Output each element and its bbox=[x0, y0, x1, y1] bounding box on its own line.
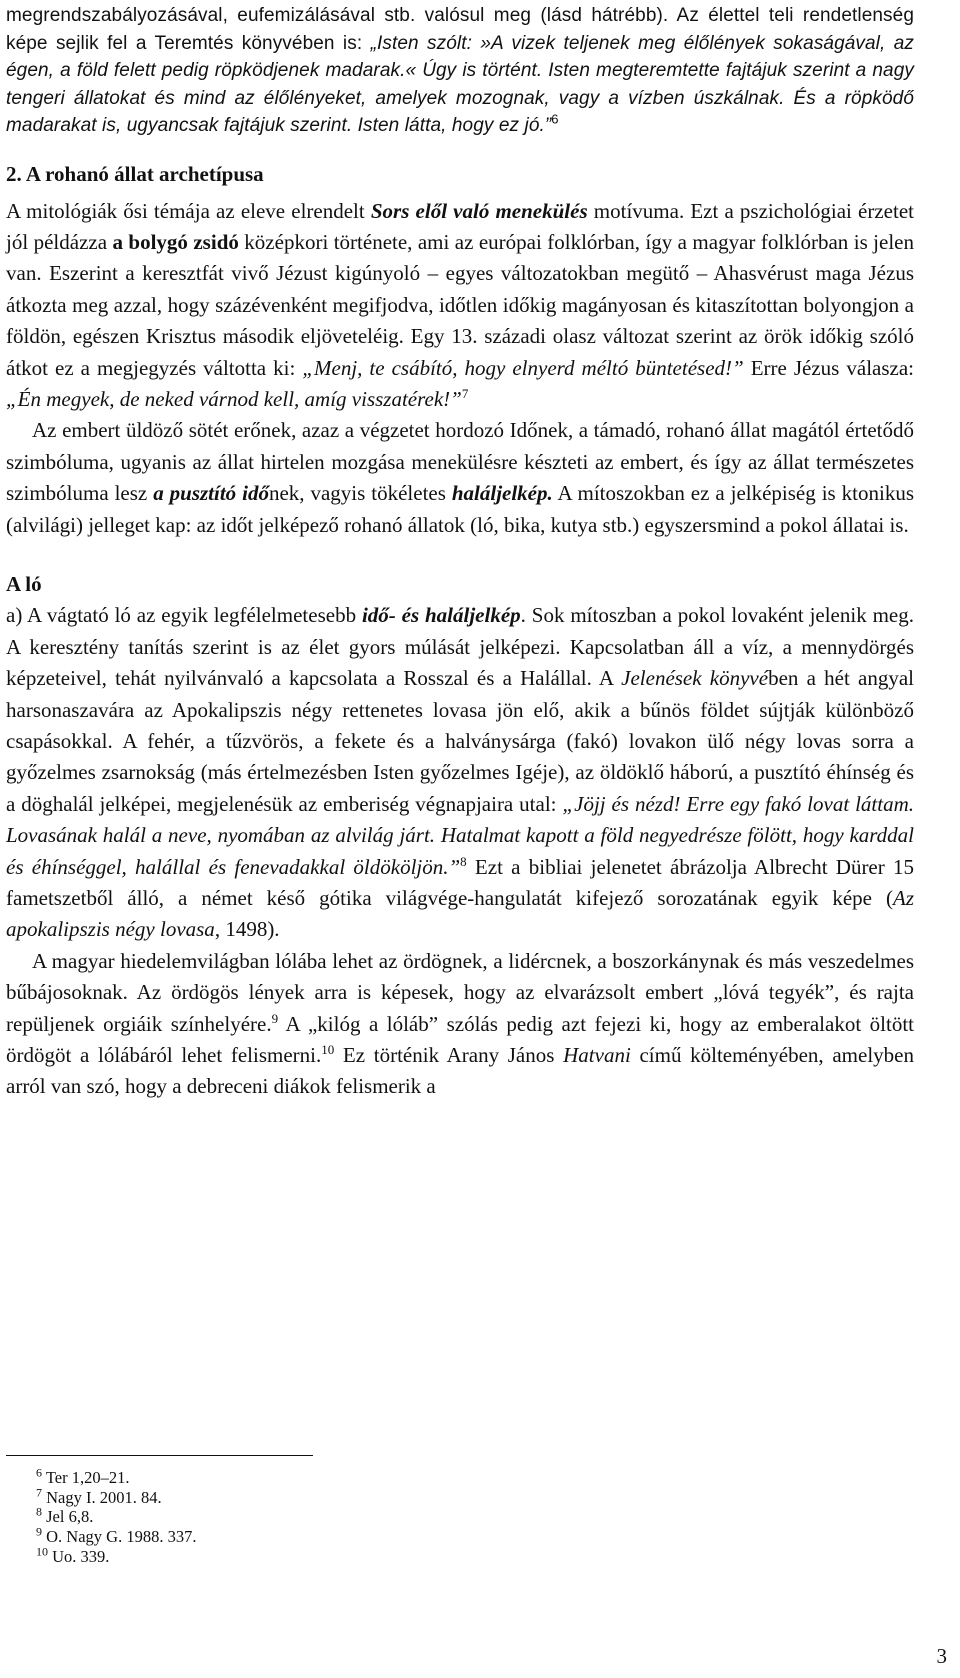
footnote-ref[interactable]: 6 bbox=[551, 111, 559, 127]
genesis-quote: „Isten szólt: »A vizek teljenek meg élőlények sokaságával, az égen, a föld felett pedig röpködjenek madarak.« Úgy is történt. Isten megteremtette fajtájuk szerint a nagy tengeri állatokat és mind az élőlényeket, amelyek mozognak, vagy a vízben úszkálnak. És a röpködő madarakat is, ugyancsak fajtájuk szerint. Isten látta, hogy ez jó.” bbox=[6, 32, 914, 136]
footnote-text: Ter 1,20–21. bbox=[45, 1468, 130, 1487]
text-run: motívuma. Ezt a pszichológiai érzetet jól példázza bbox=[6, 198, 914, 254]
emphasis-fate: Sors elől való menekülés bbox=[370, 198, 588, 223]
text-run: középkori története, ami az európai folklórban, így a magyar folklórban is jelen van. Eszerint a keresztfát vivő Jézust kigúnyoló – egyes változatokban megütő – Ahasvérust maga Jézus átkozta meg azzal, hogy százévenként megifjodva, időtlen időkig magányosan és kitaszítottan bolyongjon a földön, egészen Krisztus második eljöveteléig. Egy 13. századi olasz változat szerint az örök időkig szóló átkot ez a megjegyzés váltotta ki: bbox=[6, 229, 914, 380]
footnote-text: O. Nagy G. 1988. 337. bbox=[46, 1527, 197, 1547]
text-run: című költeményében, amelyben arról van szó, hogy a debreceni diákok felismerik a bbox=[6, 1043, 914, 1099]
subheading-horse: A ló bbox=[6, 571, 42, 596]
paragraph-wandering-jew bbox=[6, 196, 914, 416]
footnote-text: Nagy I. 2001. 84. bbox=[46, 1487, 162, 1507]
text-run: A mítoszokban ez a jelképiség is ktonikus (alvilági) jelleget kap: az időt jelképező rohanó állatok (ló, bika, kutya stb.) egyszersmind a pokol állatai is. bbox=[6, 481, 914, 537]
paragraph-time-animal bbox=[6, 415, 914, 541]
poem-title: Hatvani bbox=[563, 1043, 631, 1068]
text-run: . Sok mítoszban a pokol lovaként jelenik meg. A keresztény tanítás szerint is az élet gyors múlását jelképezi. Kapcsolatban áll a víz, a mennydörgés képzeteivel, tehát nyilvánvaló a kapcsolata a Rosszal és a Halállal. A bbox=[6, 603, 914, 691]
footnote bbox=[36, 1544, 196, 1567]
paragraph-hungarian-beliefs bbox=[6, 946, 914, 1103]
document-page bbox=[6, 0, 914, 1103]
quote-answer: „Én megyek, de neked várnod kell, amíg visszatérek!” bbox=[6, 386, 462, 411]
footnote-divider bbox=[6, 1455, 313, 1456]
page-number: 3 bbox=[936, 1644, 947, 1668]
emphasis-death-symbol: haláljelkép. bbox=[451, 481, 553, 506]
quote-curse: „Menj, te csábító, hogy elnyerd méltó büntetésed!” bbox=[302, 355, 744, 380]
text-run: a) A vágtató ló az egyik legfélelmetesebb bbox=[6, 603, 362, 628]
footnote-text: Jel 6,8. bbox=[46, 1507, 94, 1527]
intro-paragraph bbox=[6, 2, 914, 140]
footnote-ref[interactable]: 8 bbox=[460, 853, 467, 869]
text-run: Erre Jézus válasza: bbox=[743, 355, 914, 380]
artwork-title: Az apokalipszis négy lovasa bbox=[6, 886, 914, 942]
footnote-ref[interactable]: 7 bbox=[461, 385, 469, 401]
text-run: A „kilóg a lóláb” szólás pedig azt fejezi ki, hogy az emberalakot öltött ördögöt a lólábáról lehet felismerni. bbox=[6, 1011, 914, 1068]
paragraph-galloping-horse bbox=[6, 600, 914, 945]
text-run: A mitológiák ősi témája az eleve elrendelt bbox=[6, 198, 371, 223]
footnote-number: 6 bbox=[36, 1465, 42, 1480]
footnote-ref[interactable]: 10 bbox=[321, 1042, 335, 1058]
footnote bbox=[36, 1485, 196, 1508]
section-heading: 2. A rohanó állat archetípusa bbox=[6, 161, 264, 186]
emphasis-wandering-jew: a bolygó zsidó bbox=[112, 229, 239, 254]
text-run: nek, vagyis tökéletes bbox=[268, 481, 452, 506]
footnote bbox=[36, 1524, 197, 1547]
footnote-text: Uo. 339. bbox=[52, 1546, 110, 1566]
text-run: , 1498). bbox=[214, 917, 280, 942]
footnote bbox=[36, 1504, 196, 1527]
text-run: ben a hét angyal harsonaszavára az Apokalipszis négy rettenetes lovasa jön elő, akik a bűnös földet sújtják különböző csapásokkal. A fehér, a tűzvörös, a fekete és a halványsárga (fakó) lovakon ülő négy lovas sorra a győzelmes zsarnokság (más értelmezésben Isten győzelmes Igéje), az öldöklő háború, a pusztító éhínség és a döghalál jelképei, megjelenésük az emberiség végnapjaira utal: bbox=[6, 666, 914, 816]
intro-text: megrendszabályozásával, eufemizálásával stb. valósul meg (lásd hátrébb). Az élettel teli rendetlenség képe sejlik fel a Teremtés könyvében is: bbox=[6, 5, 914, 54]
footnote bbox=[36, 1465, 196, 1488]
emphasis-destroying-time: a pusztító idő bbox=[153, 481, 269, 506]
text-run: Ez történik Arany János bbox=[334, 1043, 564, 1068]
footnote-number: 10 bbox=[36, 1544, 48, 1559]
text-run: Ezt a bibliai jelenetet ábrázolja Albrecht Dürer 15 fametszetből álló, a német késő gótika világvége-hangulatát kifejező sorozatának egyik képe ( bbox=[6, 854, 915, 911]
footnote-number: 7 bbox=[36, 1485, 42, 1500]
emphasis-time-death-symbol: idő- és haláljelkép bbox=[361, 603, 521, 628]
text-run: Az embert üldöző sötét erőnek, azaz a végzetet hordozó Időnek, a támadó, rohanó állat magától értetődő szimbóluma, ugyanis az állat hirtelen mozgása menekülésre készteti az embert, és így az állat természetes szimbóluma lesz bbox=[6, 418, 914, 506]
text-run: A magyar hiedelemvilágban lólába lehet az ördögnek, a lidércnek, a boszorkánynak és más veszedelmes bűbájosoknak. Az ördögös lények arra is képesek, hogy az elvarázsolt embert „lóvá tegyék”, és rajta repüljenek orgiáik színhelyére. bbox=[6, 948, 914, 1036]
book-title: Jelenések könyvé bbox=[621, 666, 769, 691]
footnote-number: 9 bbox=[36, 1524, 42, 1539]
footnote-ref[interactable]: 9 bbox=[271, 1010, 279, 1026]
footnotes bbox=[36, 1465, 197, 1567]
footnote-number: 8 bbox=[36, 1504, 42, 1519]
quote-revelation: „Jöjj és nézd! Erre egy fakó lovat láttam. Lovasának halál a neve, nyomában az alvilág járt. Hatalmat kapott a föld negyedrésze fölött, hogy karddal és éhínséggel, halállal és fenevadakkal öldököljön.” bbox=[6, 791, 914, 879]
